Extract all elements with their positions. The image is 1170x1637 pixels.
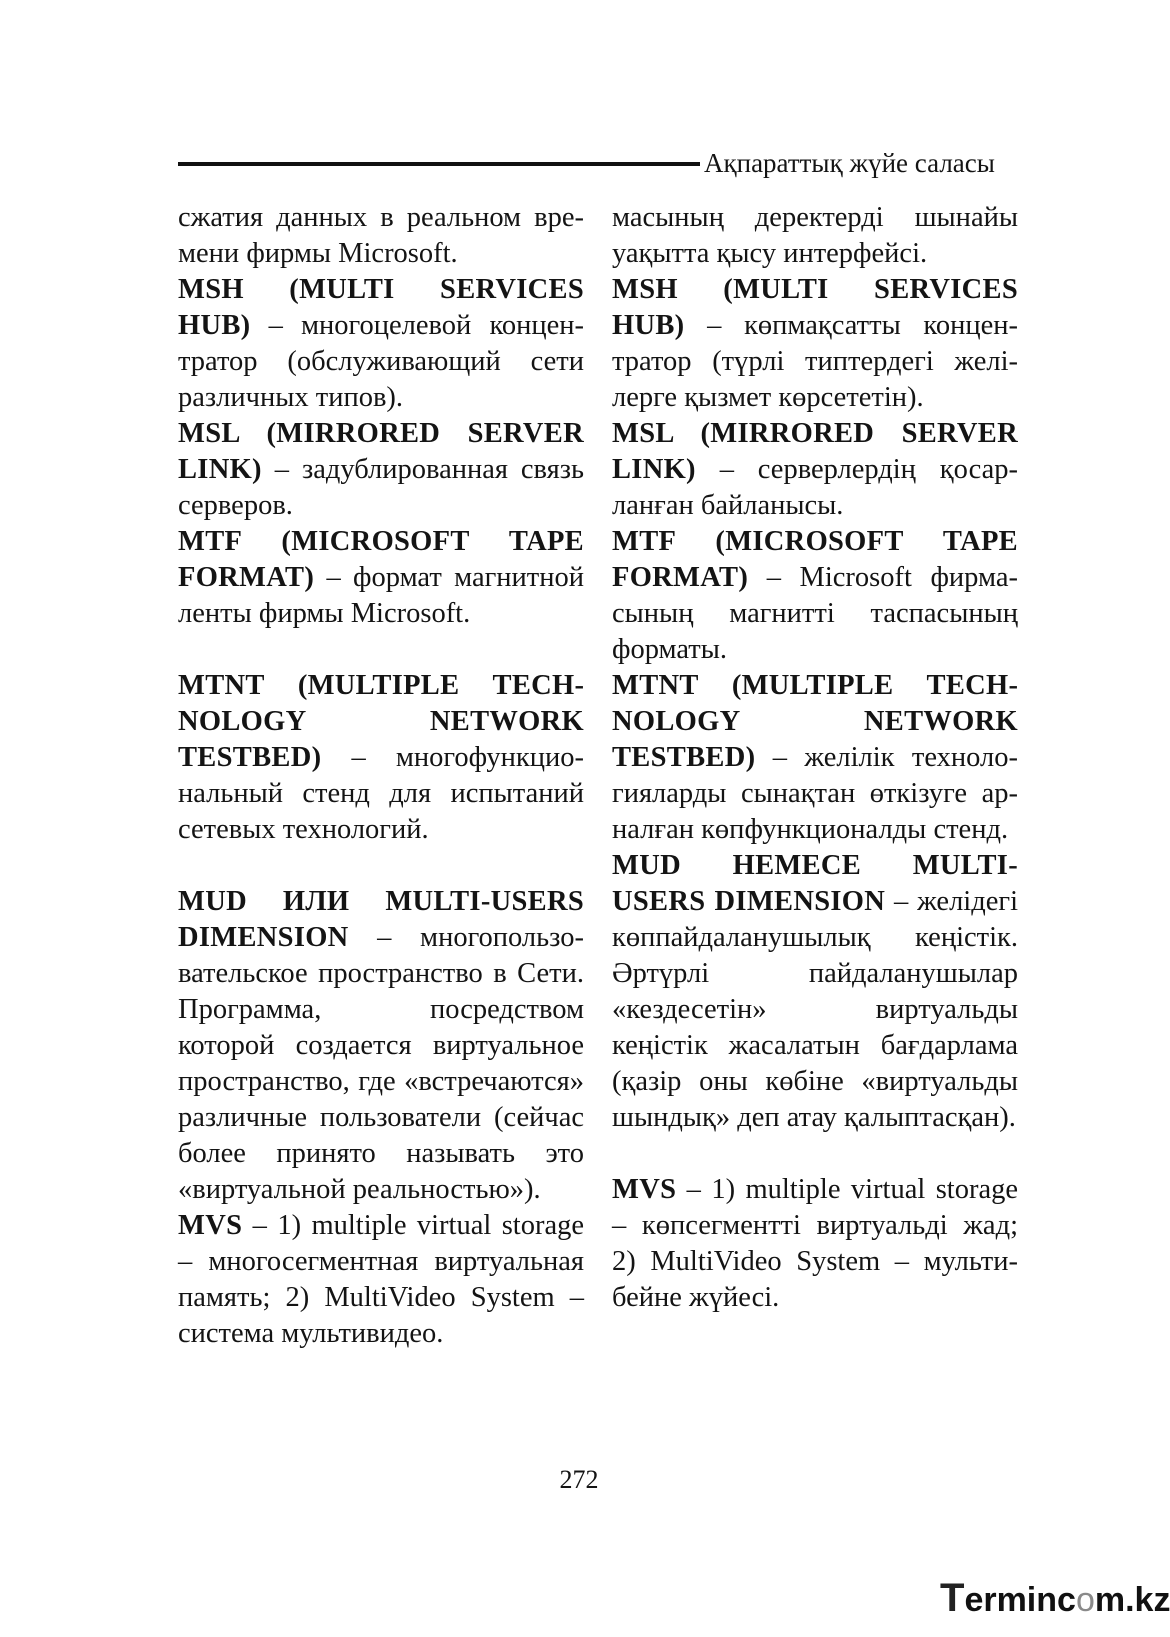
watermark-domain: m.kz: [1094, 1581, 1170, 1619]
left-column: [178, 200, 584, 1352]
watermark-text: erminc: [964, 1581, 1076, 1619]
entry-term: MTNT (MULTIPLE TECHNOLOGY NETWORK TESTBED): [612, 670, 1018, 773]
entry-definition: – серверлердің қосарланған байланысы.: [612, 454, 1018, 521]
entry-definition: – формат магнитной ленты фирмы Microsoft.: [178, 562, 584, 629]
entry-term: MTNT (MULTIPLE TECHNOLOGY NETWORK TESTBED): [178, 670, 584, 773]
entry-definition: – 1) multiple virtual storage – многосегментная виртуальная память; 2) MultiVideo System – система мультивидео.: [178, 1210, 584, 1349]
glossary-entry: [178, 668, 584, 848]
entry-definition: – многопользовательское пространство в Сети. Программа, посредством которой создается виртуальное пространство, где «встречаются» различные пользователи (сейчас более принято называть это «виртуальной реальностью»).: [178, 922, 584, 1205]
entry-definition: – многофункциональный стенд для испытаний сетевых технологий.: [178, 742, 584, 845]
page-number: 272: [559, 1465, 599, 1494]
glossary-entry: [612, 668, 1018, 848]
glossary-entry: [178, 1208, 584, 1352]
running-header-title: Ақпараттық жүйе саласы: [704, 148, 995, 178]
entry-term: MTF (MICROSOFT TAPE FORMAT): [612, 526, 1018, 593]
entry-term: MSL (MIRRORED SERVER LINK): [612, 418, 1018, 485]
entry-definition: – Microsoft фирмасының магнитті таспасының форматы.: [612, 562, 1018, 665]
entry-definition: – желілік технологияларды сынақтан өткізуге арналған көпфункционалды стенд.: [612, 742, 1018, 845]
glossary-entry: [612, 1172, 1018, 1316]
glossary-entry: [178, 272, 584, 416]
watermark-initial: T: [940, 1576, 965, 1620]
entry-term: MSH (MULTI SERVICES HUB): [612, 274, 1018, 341]
right-column: [612, 200, 1018, 1316]
entry-term: MVS: [612, 1174, 677, 1205]
glossary-entry: [612, 524, 1018, 668]
entry-term: MVS: [178, 1210, 243, 1241]
header-rule: [178, 162, 700, 166]
entry-term: MUD ИЛИ MULTI-USERS DIMENSION: [178, 886, 584, 953]
entry-term: MTF (MICROSOFT TAPE FORMAT): [178, 526, 584, 593]
glossary-entry: [612, 848, 1018, 1136]
glossary-entry: [178, 200, 584, 272]
glossary-entry: [178, 884, 584, 1208]
magnifier-icon: o: [1075, 1581, 1095, 1619]
entry-definition: сжатия данных в реальном времени фирмы Microsoft.: [178, 202, 584, 269]
entry-definition: – 1) multiple virtual storage – көпсегментті виртуальді жад; 2) MultiVideo System – мультибейне жүйесі.: [612, 1174, 1018, 1313]
glossary-entry: [612, 200, 1018, 272]
site-watermark-logo: [940, 1576, 1170, 1620]
entry-term: MSL (MIRRORED SERVER LINK): [178, 418, 584, 485]
entry-definition: масының деректерді шынайы уақытта қысу интерфейсі.: [612, 202, 1018, 269]
glossary-entry: [178, 524, 584, 632]
glossary-entry: [612, 416, 1018, 524]
glossary-entry: [612, 272, 1018, 416]
entry-term: MSH (MULTI SERVICES HUB): [178, 274, 584, 341]
entry-definition: – көпмақсатты концентратор (түрлі типтердегі желілерге қызмет көрсететін).: [612, 310, 1018, 413]
entry-definition: – задублированная связь серверов.: [178, 454, 584, 521]
entry-term: MUD НЕМЕСЕ MULTI-USERS DIMENSION: [612, 850, 1018, 917]
entry-definition: – многоцелевой концентратор (обслуживающий сети различных типов).: [178, 310, 584, 413]
entry-definition: – желідегі көппайдаланушылық кеңістік. Әртүрлі пайдаланушылар «кездесетін» виртуальды кеңістік жасалатын бағдарлама (қазір оны көбіне «виртуальды шындық» деп атау қалыптасқан).: [612, 886, 1018, 1133]
glossary-entry: [178, 416, 584, 524]
